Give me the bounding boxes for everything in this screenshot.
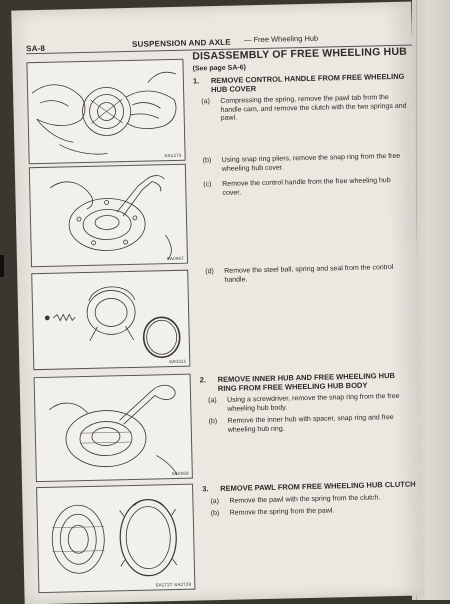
see-page-reference: (See page SA-6) <box>192 64 246 73</box>
figure-code: SA2727 SA2728 <box>155 581 192 588</box>
figure-code: SA1273 <box>164 152 182 159</box>
step-1: 1. REMOVE CONTROL HANDLE FROM FREE WHEELING HUB COVER <box>193 72 408 95</box>
step-1-title: REMOVE CONTROL HANDLE FROM FREE WHEELING HUB COVER <box>210 71 405 95</box>
step-2: 2. REMOVE INNER HUB AND FREE WHEELING HUB RING FROM FREE WHEELING HUB BODY <box>200 371 415 394</box>
subsection-title: — Free Wheeling Hub <box>243 33 319 45</box>
control-handle-illustration <box>32 271 189 369</box>
step-2a: (a) Using a screwdriver, remove the snap ring from the free wheeling hub body. <box>208 392 400 413</box>
step-2b: (b) Remove the inner hub with spacer, snap ring and free wheeling hub ring. <box>208 414 394 434</box>
hands-hub-illustration <box>27 60 184 163</box>
manual-page <box>11 2 424 604</box>
figure-screwdriver-snap-ring <box>34 374 193 483</box>
screwdriver-illustration <box>35 375 192 481</box>
binder-tab <box>0 255 4 277</box>
page-number: SA-8 <box>26 43 46 54</box>
step-1a: (a) Compressing the spring, remove the pawl tab from the handle cam, and remove the clutch with the two springs and pawl. <box>201 94 407 122</box>
figure-code: SA0321 <box>168 358 187 365</box>
step-1c: (c) Remove the control handle from the free wheeling hub cover. <box>203 177 391 197</box>
figure-snap-ring-pliers <box>29 164 188 268</box>
step-3a: (a) Remove the pawl with the spring from the clutch. <box>210 494 381 506</box>
procedure-title: DISASSEMBLY OF FREE WHEELING HUB <box>192 45 408 63</box>
figure-pawl-clutch <box>36 484 195 594</box>
figure-remove-clutch <box>26 59 185 165</box>
pliers-illustration <box>30 165 187 266</box>
step-3-title: REMOVE PAWL FROM FREE WHEELING HUB CLUTCH <box>220 479 416 493</box>
section-title: SUSPENSION AND AXLE <box>131 37 231 49</box>
figure-control-handle <box>31 270 190 371</box>
step-3b: (b) Remove the spring from the pawl. <box>210 507 335 518</box>
step-3: 3. REMOVE PAWL FROM FREE WHEELING HUB CLUTCH <box>202 479 416 494</box>
step-1b: (b) Using snap ring pliers, remove the snap ring from the free wheeling hub cover. <box>202 152 401 173</box>
step-1d: (d) Remove the steel ball, spring and seal from the control handle. <box>205 264 394 284</box>
figure-code: SA0067 <box>166 255 184 262</box>
step-2-title: REMOVE INNER HUB AND FREE WHEELING HUB RING FROM FREE WHEELING HUB BODY <box>217 371 395 394</box>
figure-code: SA0068 <box>171 470 189 477</box>
clutch-pawl-illustration <box>37 485 194 592</box>
